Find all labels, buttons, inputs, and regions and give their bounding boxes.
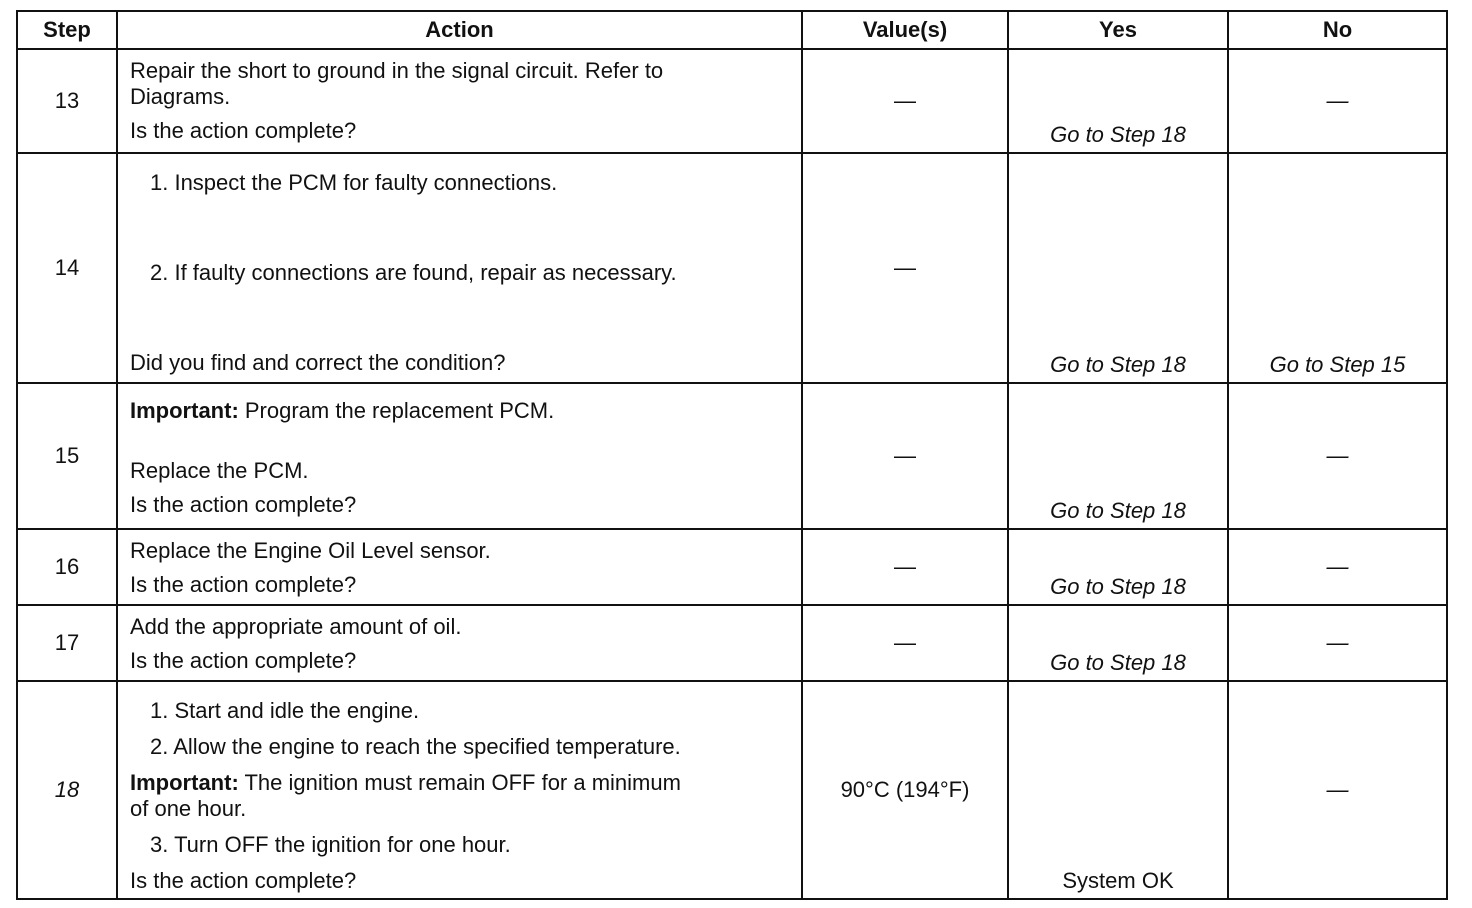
action-line: Add the appropriate amount of oil. (130, 614, 462, 639)
action-cell (117, 49, 802, 153)
no-cell: — (1228, 605, 1447, 681)
yes-cell: System OK (1008, 681, 1228, 899)
table-row (17, 153, 1447, 383)
header-values: Value(s) (802, 11, 1008, 49)
action-line: Is the action complete? (130, 492, 357, 517)
step-number: 16 (17, 529, 117, 605)
value-cell: — (802, 383, 1008, 529)
header-yes: Yes (1008, 11, 1228, 49)
yes-goto-link[interactable]: Go to Step 18 (1008, 605, 1228, 681)
action-line: Repair the short to ground in the signal circuit. Refer to (130, 58, 664, 83)
action-cell (117, 681, 802, 899)
action-line: Did you find and correct the condition? (130, 350, 506, 375)
important-note (130, 398, 789, 424)
spacer (130, 424, 789, 458)
header-action: Action (117, 11, 802, 49)
important-text: The ignition must remain OFF for a minimum (238, 770, 681, 795)
action-line: Is the action complete? (130, 868, 357, 893)
value-cell: — (802, 49, 1008, 153)
spacer (130, 286, 789, 350)
diagnostic-table-container (16, 10, 1446, 896)
action-line: Is the action complete? (130, 572, 357, 597)
important-label: Important: (130, 398, 239, 423)
no-cell: — (1228, 49, 1447, 153)
no-cell: — (1228, 383, 1447, 529)
action-line: 1. Start and idle the engine. (150, 698, 420, 723)
yes-goto-link[interactable]: Go to Step 18 (1008, 529, 1228, 605)
important-label: Important: (130, 770, 239, 795)
header-row (17, 11, 1447, 49)
action-line: 3. Turn OFF the ignition for one hour. (150, 832, 511, 857)
action-cell (117, 605, 802, 681)
important-text-cont: of one hour. (130, 796, 247, 821)
action-cell (117, 383, 802, 529)
action-line: 2. If faulty connections are found, repair as necessary. (150, 260, 677, 285)
value-cell: — (802, 529, 1008, 605)
table-row (17, 529, 1447, 605)
action-line: Is the action complete? (130, 648, 357, 673)
important-note (130, 770, 789, 796)
important-text: Program the replacement PCM. (238, 398, 555, 423)
step-number: 18 (17, 681, 117, 899)
table-row (17, 383, 1447, 529)
action-cell (117, 153, 802, 383)
yes-goto-link[interactable]: Go to Step 18 (1008, 383, 1228, 529)
step-number: 15 (17, 383, 117, 529)
value-cell: — (802, 153, 1008, 383)
action-line: Diagrams. (130, 84, 231, 109)
diagnostic-table (16, 10, 1448, 900)
action-line: 1. Inspect the PCM for faulty connections. (150, 170, 558, 195)
value-cell: — (802, 605, 1008, 681)
action-line: Replace the PCM. (130, 458, 309, 483)
no-goto-link[interactable]: Go to Step 15 (1228, 153, 1447, 383)
no-cell: — (1228, 529, 1447, 605)
table-row (17, 681, 1447, 899)
step-number: 14 (17, 153, 117, 383)
action-line: Replace the Engine Oil Level sensor. (130, 538, 491, 563)
table-row (17, 49, 1447, 153)
header-step: Step (17, 11, 117, 49)
action-cell (117, 529, 802, 605)
action-line: Is the action complete? (130, 118, 357, 143)
spacer (130, 196, 789, 260)
step-number: 13 (17, 49, 117, 153)
header-no: No (1228, 11, 1447, 49)
table-row (17, 605, 1447, 681)
yes-goto-link[interactable]: Go to Step 18 (1008, 49, 1228, 153)
yes-goto-link[interactable]: Go to Step 18 (1008, 153, 1228, 383)
step-number: 17 (17, 605, 117, 681)
no-cell: — (1228, 681, 1447, 899)
value-cell: 90°C (194°F) (802, 681, 1008, 899)
action-line: 2. Allow the engine to reach the specified temperature. (150, 734, 681, 759)
